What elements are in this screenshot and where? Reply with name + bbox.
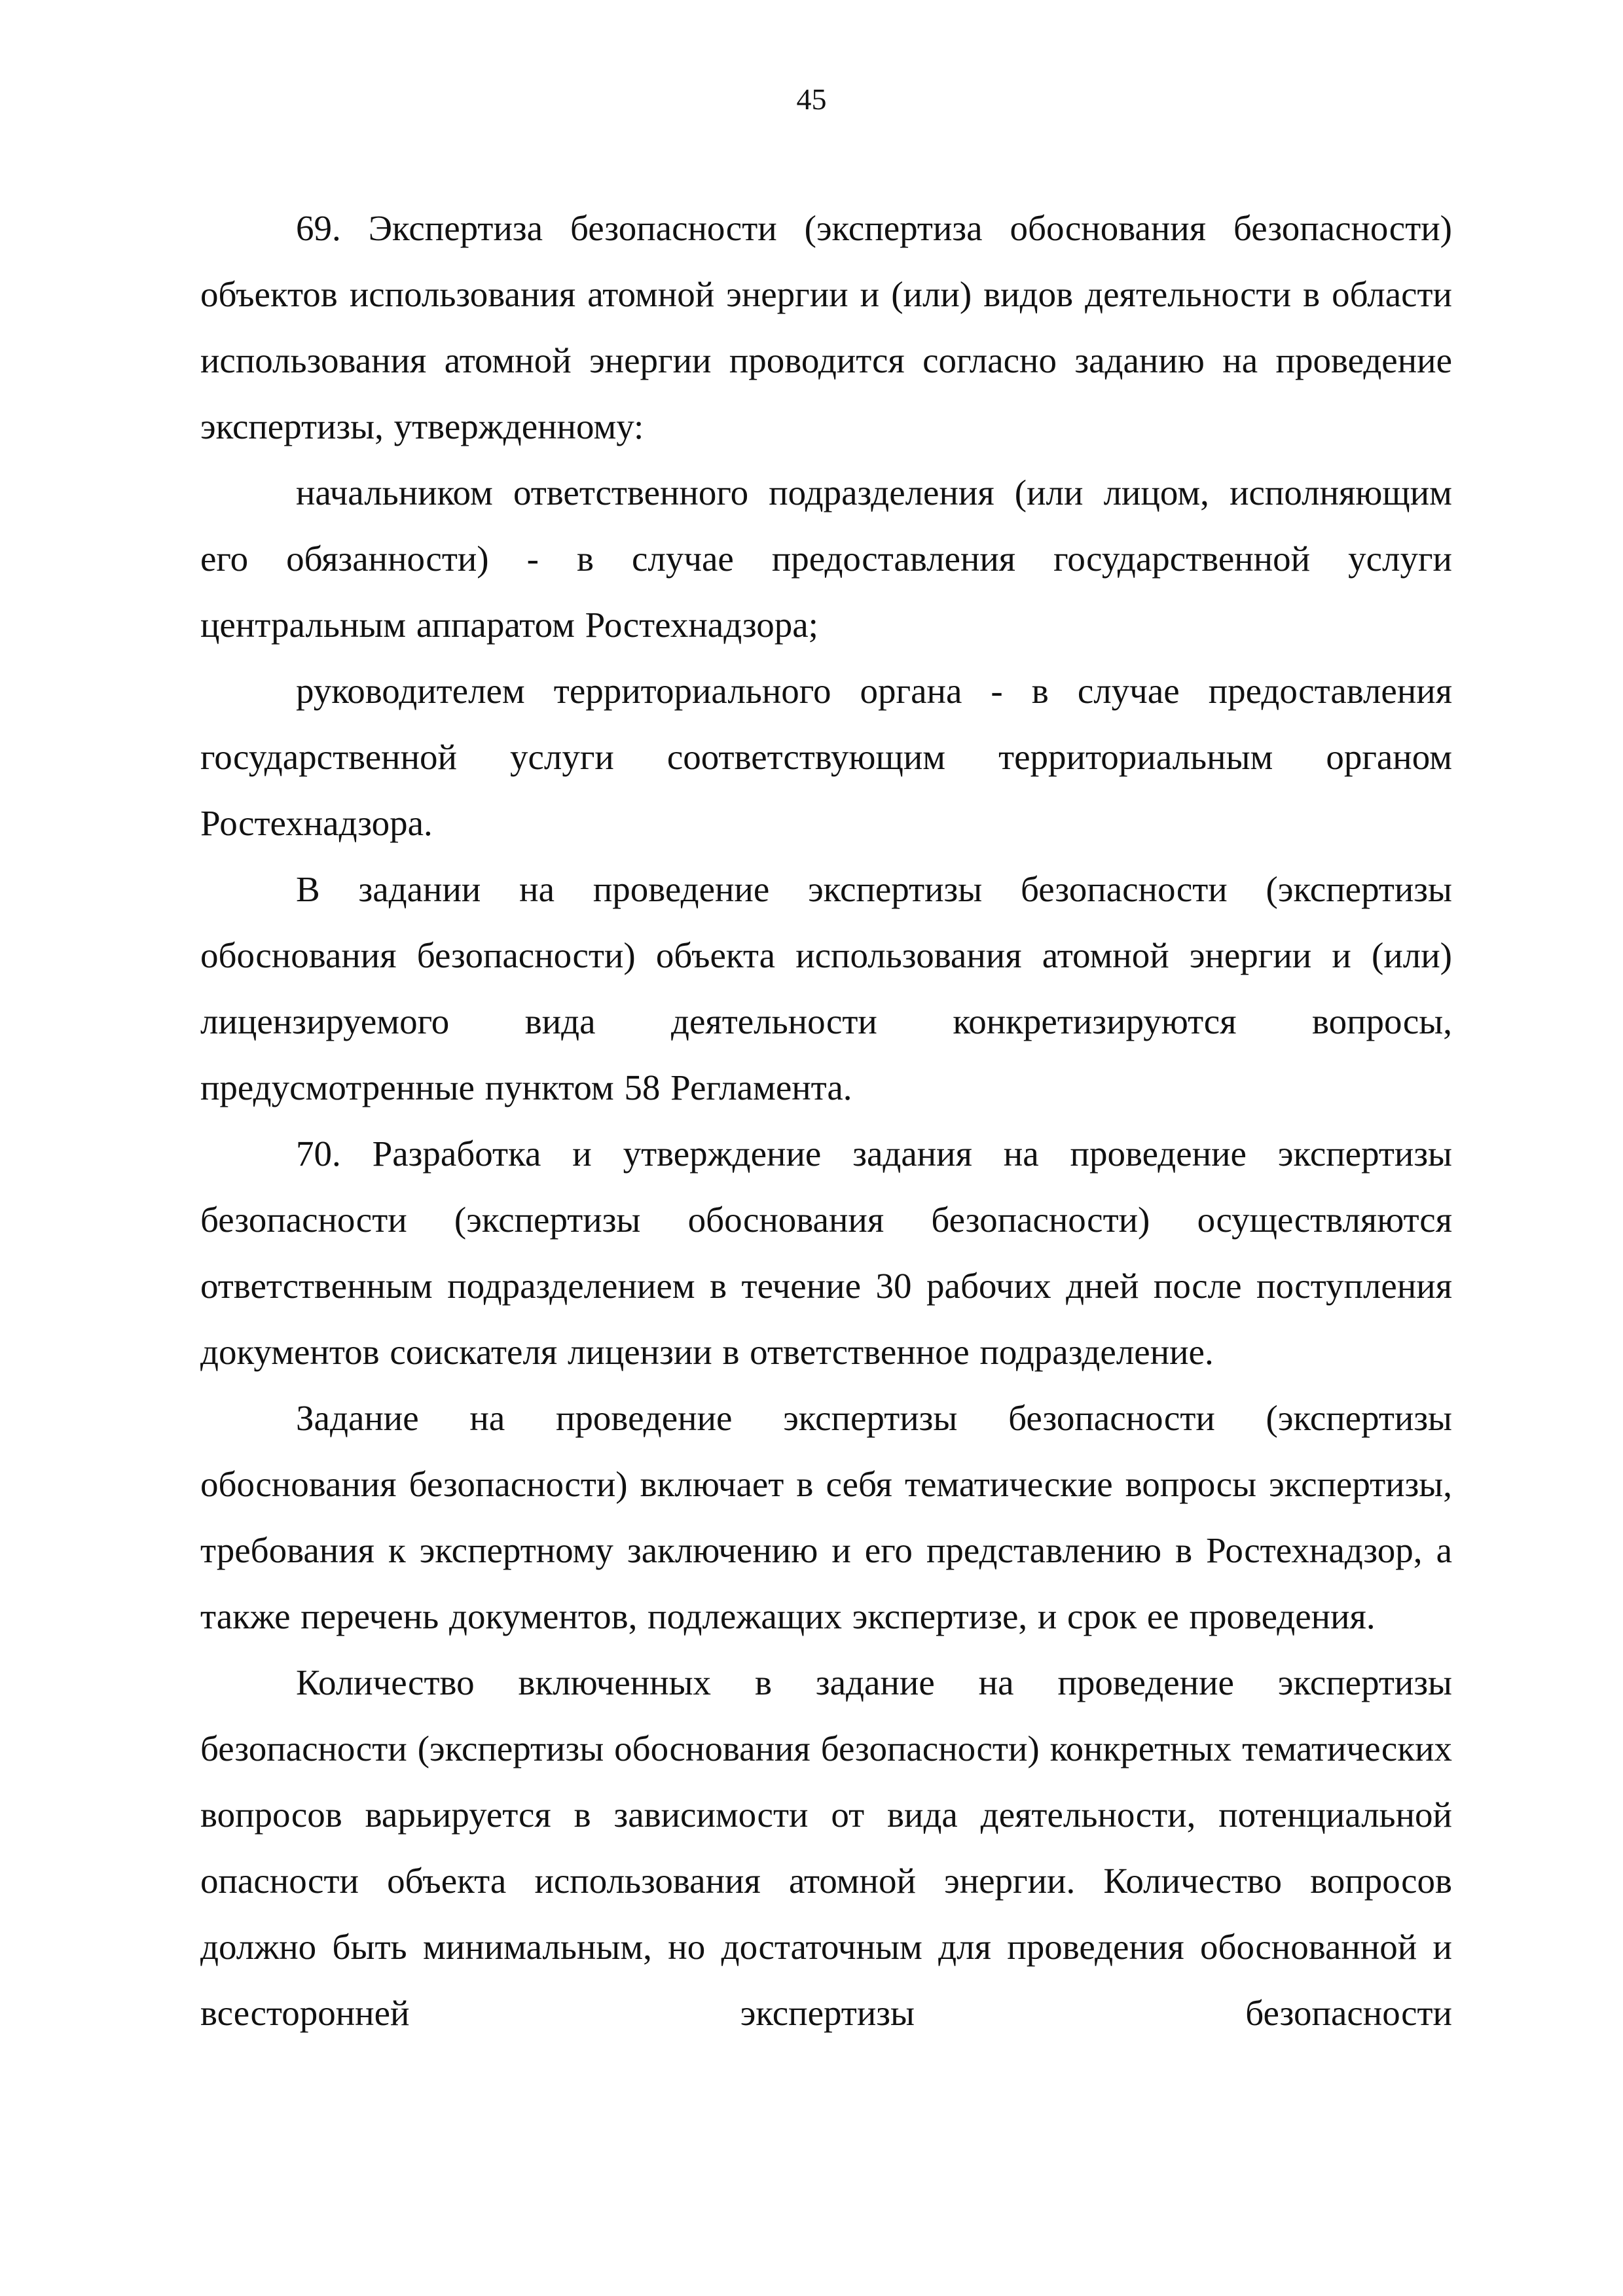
paragraph-70-question-count: Количество включенных в задание на проведение экспертизы безопасности (экспертизы обоснования безопасности) конкретных тематических вопросов варьируется в зависимости от вида деятельности, потенциальной опасности объекта использования атомной энергии. Количество вопросов должно быть минимальным, но достаточным для проведения обоснованной и всесторонней экспертизы безопасности — [200, 1662, 1452, 2033]
paragraph-70-task-content: Задание на проведение экспертизы безопасности (экспертизы обоснования безопасности) включает в себя тематические вопросы экспертизы, требования к экспертному заключению и его представлению в Ростехнадзор, а также перечень документов, подлежащих экспертизе, и срок ее проведения. — [200, 1398, 1452, 1636]
paragraph-69-task-content: В задании на проведение экспертизы безопасности (экспертизы обоснования безопасности) объекта использования атомной энергии и (или) лицензируемого вида деятельности конкретизируются вопросы, предусмотренные пунктом 58 Регламента. — [200, 869, 1452, 1107]
paragraph-69-chief-approval: начальником ответственного подразделения (или лицом, исполняющим его обязанности) - в случае предоставления государственной услуги центральным аппаратом Ростехнадзора; — [200, 473, 1452, 645]
document-body — [200, 195, 1452, 2046]
paragraph-70: 70. Разработка и утверждение задания на проведение экспертизы безопасности (экспертизы обоснования безопасности) осуществляются ответственным подразделением в течение 30 рабочих дней после поступления документов соискателя лицензии в ответственное подразделение. — [200, 1134, 1452, 1372]
paragraph-69: 69. Экспертиза безопасности (экспертиза обоснования безопасности) объектов использования атомной энергии и (или) видов деятельности в области использования атомной энергии проводится согласно заданию на проведение экспертизы, утвержденному: — [200, 208, 1452, 446]
paragraph-69-territorial-approval: руководителем территориального органа - в случае предоставления государственной услуги соответствующим территориальным органом Ростехнадзора. — [200, 671, 1452, 843]
page-number: 45 — [796, 82, 827, 116]
